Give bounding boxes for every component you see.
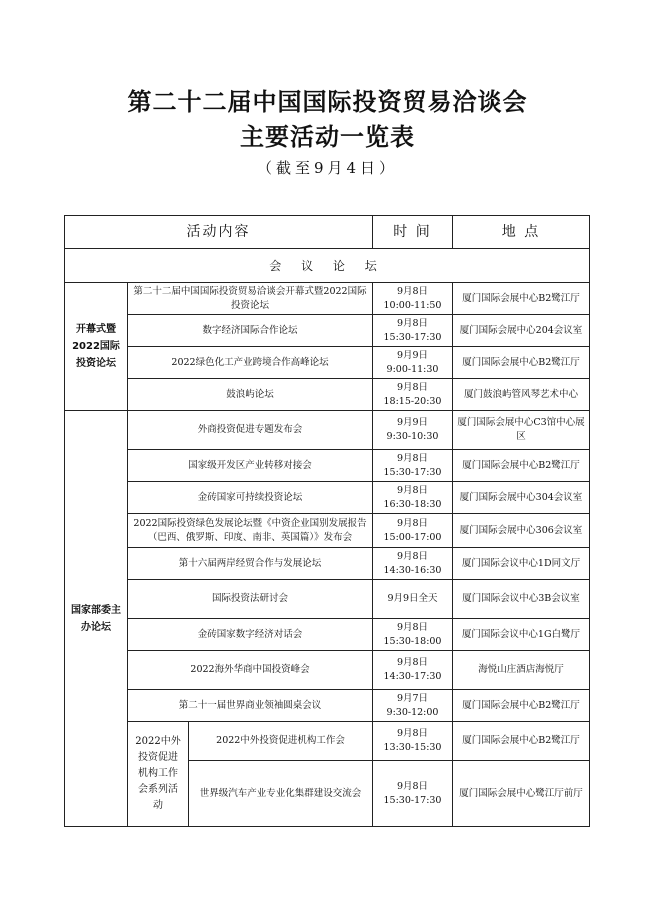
activity-time [373,722,453,761]
table-row [65,514,590,548]
table-row [65,315,590,347]
table-row [65,548,590,580]
activity-time [373,580,453,619]
activity-place: 厦门国际会展中心C3馆中心展区 [453,411,590,450]
activity-hours: 10:00-11:50 [383,299,442,311]
activity-date: 9月8日 [396,621,429,633]
activity-place: 厦门国际会展中心304会议室 [453,482,590,514]
activity-place: 厦门国际会展中心B2鹭江厅 [453,690,590,722]
document-title-line2: 主要活动一览表 [240,122,415,151]
activity-place: 厦门国际会展中心鹭江厅前厅 [453,761,590,827]
activity-name: 第二十一届世界商业领袖圆桌会议 [128,690,373,722]
group-ministry: 国家部委主办论坛 [65,411,128,827]
table-row [65,722,590,761]
activity-date: 9月7日 [396,692,429,704]
activity-hours: 14:30-16:30 [383,564,442,576]
activity-place: 厦门国际会展中心B2鹭江厅 [453,347,590,379]
activity-name: 金砖国家可持续投资论坛 [128,482,373,514]
section-title: 会 议 论 坛 [65,249,590,283]
activity-hours: 14:30-17:30 [383,671,442,682]
activity-date: 9月8日 [396,517,429,529]
activity-time [373,619,453,651]
activity-place: 厦门国际会展中心204会议室 [453,315,590,347]
activity-time [373,450,453,482]
group-opening: 开幕式暨2022国际投资论坛 [65,283,128,411]
activity-date: 9月8日 [396,381,429,393]
activity-hours: 16:30-18:30 [383,498,442,510]
activity-date: 9月9日 [396,349,429,361]
activity-hours: 18:15-20:30 [383,395,442,407]
activity-name: 2022中外投资促进机构工作会 [189,722,373,761]
activity-time [373,761,453,827]
activity-hours: 13:30-15:30 [383,742,442,753]
activity-time [373,283,453,315]
activity-hours: 9:00-11:30 [386,363,439,375]
activity-name: 金砖国家数字经济对话会 [128,619,373,651]
activity-date: 9月8日 [396,550,429,562]
activity-hours: 15:30-17:30 [383,331,442,343]
table-row [65,450,590,482]
activity-date: 9月9日 [396,417,429,428]
activity-place: 厦门国际会展中心306会议室 [453,514,590,548]
activity-time [373,482,453,514]
activity-place: 厦门国际会议中心3B会议室 [453,580,590,619]
activity-place: 厦门国际会议中心1D同文厅 [453,548,590,580]
activity-time [373,379,453,411]
activity-hours: 9:30-10:30 [386,431,439,442]
activity-name: 2022绿色化工产业跨境合作高峰论坛 [128,347,373,379]
activity-place: 厦门国际会展中心B2鹭江厅 [453,722,590,761]
activity-name: 外商投资促进专题发布会 [128,411,373,450]
activity-name: 第二十二届中国国际投资贸易洽谈会开幕式暨2022国际投资论坛 [128,283,373,315]
header-content: 活动内容 [65,216,373,249]
activity-place: 厦门国际会议中心1G白鹭厅 [453,619,590,651]
activity-place: 厦门国际会展中心B2鹭江厅 [453,450,590,482]
table-row [65,580,590,619]
table-row [65,690,590,722]
activity-time [373,411,453,450]
activity-name: 国际投资法研讨会 [128,580,373,619]
activity-time [373,651,453,690]
document-title-line1: 第二十二届中国国际投资贸易洽谈会 [127,87,528,116]
group-agencies: 2022中外投资促进机构工作会系列活动 [128,722,189,827]
activity-date: 9月9日全天 [387,593,438,604]
activity-time [373,347,453,379]
table-row [65,651,590,690]
activity-date: 9月8日 [396,728,429,739]
header-place: 地 点 [453,216,590,249]
activity-time [373,690,453,722]
table-row [65,411,590,450]
activity-hours: 15:30-17:30 [383,794,442,806]
activity-date: 9月8日 [396,780,429,792]
activity-name: 第十六届两岸经贸合作与发展论坛 [128,548,373,580]
table-row [65,619,590,651]
activity-date: 9月8日 [396,317,429,329]
activity-hours: 15:30-17:30 [383,466,442,478]
activity-name: 数字经济国际合作论坛 [128,315,373,347]
table-row [65,379,590,411]
activity-time [373,514,453,548]
activity-date: 9月8日 [396,285,429,297]
activity-place: 海悦山庄酒店海悦厅 [453,651,590,690]
document-subtitle: （截至9月4日） [256,159,399,177]
activity-place: 厦门国际会展中心B2鹭江厅 [453,283,590,315]
activity-name: 国家级开发区产业转移对接会 [128,450,373,482]
table-row [65,347,590,379]
activity-table [64,215,590,827]
activity-date: 9月8日 [396,484,429,496]
activity-time [373,548,453,580]
activity-hours: 9:30-12:00 [386,706,439,718]
activity-name: 世界级汽车产业专业化集群建设交流会 [189,761,373,827]
activity-name: 2022国际投资绿色发展论坛暨《中资企业国别发展报告（巴西、俄罗斯、印度、南非、英国篇）》发布会 [128,514,373,548]
activity-hours: 15:00-17:00 [383,531,442,543]
activity-date: 9月8日 [396,657,429,668]
activity-time [373,315,453,347]
table-row [65,283,590,315]
activity-name: 2022海外华商中国投资峰会 [128,651,373,690]
header-time: 时 间 [373,216,453,249]
activity-place: 厦门鼓浪屿管风琴艺术中心 [453,379,590,411]
activity-name: 鼓浪屿论坛 [128,379,373,411]
table-row [65,482,590,514]
activity-hours: 15:30-18:00 [383,635,442,647]
activity-date: 9月8日 [396,452,429,464]
